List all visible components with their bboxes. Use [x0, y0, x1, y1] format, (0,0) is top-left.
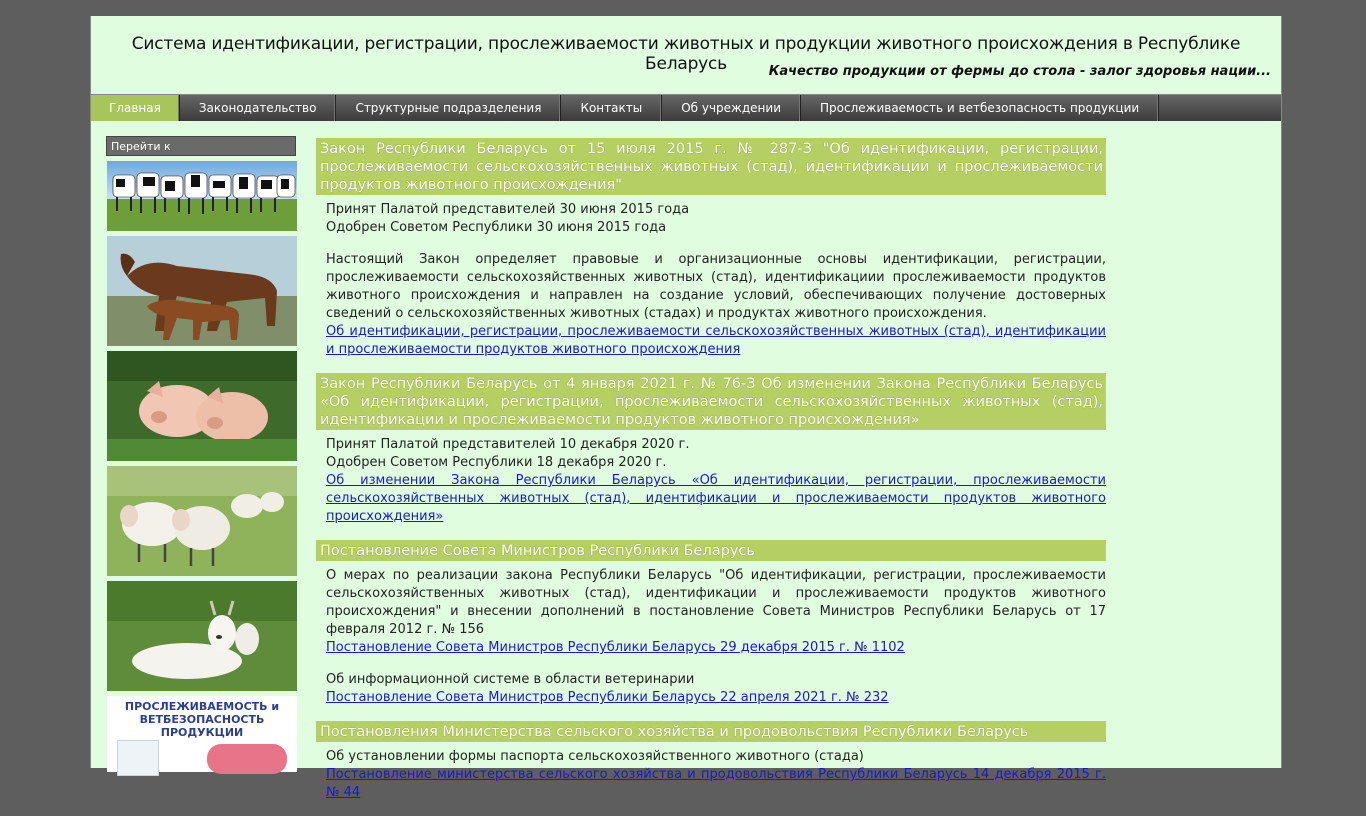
law-2021-link[interactable]: Об изменении Закона Республики Беларусь «Об идентификации, регистрации, прослеживаемости сельскохозяйственных животных (стад), идентификации и прослеживаемости продуктов животного происхождения»: [326, 473, 1106, 524]
pigs-image[interactable]: [107, 351, 297, 461]
adopted-line: Принят Палатой представителей 30 июня 2015 года: [326, 202, 690, 217]
nav-item-divisions[interactable]: Структурные подразделения: [336, 95, 561, 121]
banner-line-2: ВЕТБЕЗОПАСНОСТЬ ПРОДУКЦИИ: [139, 713, 265, 739]
law-description: Настоящий Закон определяет правовые и организационные основы идентификации, регистрации, прослеживаемости сельскохозяйственных животных (стад), идентификациии прослеживаемости продуктов животного происхождения и направлен на создание условий, обеспечивающих получение достоверных сведений о сельскохозяйственных животных (стадах) и продуктах животного происхождения.: [326, 252, 1106, 321]
law-2015-link[interactable]: Об идентификации, регистрации, прослеживаемости сельскохозяйственных животных (стад), идентификации и прослеживаемости продуктов животного происхождения: [326, 324, 1106, 357]
nav-item-traceability[interactable]: Прослеживаемость и ветбезопасность продукции: [801, 95, 1159, 121]
section-heading-law-2021: Закон Республики Беларусь от 4 января 2021 г. № 76-З Об изменении Закона Республики Беларусь «Об идентификации, регистрации, прослеживаемости сельскохозяйственных животных (стад), идентификации и прослеживаемости продуктов животного происхождения»: [316, 373, 1106, 430]
nav-item-legislation[interactable]: Законодательство: [180, 95, 337, 121]
main-content: [316, 138, 1106, 816]
ministry-2015-link[interactable]: Постановление министерства сельского хозяйства и продовольствия Республики Беларусь 14 декабря 2015 г. № 44: [326, 767, 1106, 800]
nav-item-contacts[interactable]: Контакты: [561, 95, 662, 121]
section-body-law-2021: [316, 430, 1106, 540]
nav-item-home[interactable]: Главная: [91, 95, 180, 121]
banner-line-1: ПРОСЛЕЖИВАЕМОСТЬ и: [124, 700, 280, 713]
site-title: Система идентификации, регистрации, прослеживаемости животных и продукции животного происхождения в Республике Беларусь: [131, 34, 1241, 74]
site-slogan: Качество продукции от фермы до стола - залог здоровья нации...: [768, 64, 1271, 79]
goats-image[interactable]: [107, 581, 297, 691]
horses-image[interactable]: [107, 236, 297, 346]
main-nav: [91, 94, 1281, 121]
section-body-ministry: [316, 742, 1106, 816]
section-heading-law-2015: Закон Республики Беларусь от 15 июля 2015 г. № 287-З "Об идентификации, регистрации, прослеживаемости сельскохозяйственных животных (стад), идентификации и прослеживаемости продуктов животного происхождения": [316, 138, 1106, 195]
nav-item-about[interactable]: Об учреждении: [662, 95, 801, 121]
goto-dropdown[interactable]: Перейти к: [106, 136, 296, 156]
council-2021-link[interactable]: Постановление Совета Министров Республики Беларусь 22 апреля 2021 г. № 232: [326, 690, 889, 705]
approved-line: Одобрен Советом Республики 30 июня 2015 года: [326, 220, 667, 235]
banner-meat-graphic: [207, 744, 287, 774]
adopted-line: Принят Палатой представителей 10 декабря 2020 г.: [326, 437, 690, 452]
section-body-law-2015: [316, 195, 1106, 373]
sidebar: [104, 136, 297, 772]
approved-line: Одобрен Советом Республики 18 декабря 2020 г.: [326, 455, 667, 470]
section-heading-council: Постановление Совета Министров Республики Беларусь: [316, 540, 1106, 561]
sheep-image[interactable]: [107, 466, 297, 576]
vet-info-description: Об информационной системе в области ветеринарии: [326, 672, 695, 687]
page-container: [90, 16, 1282, 800]
section-body-council: [316, 561, 1106, 721]
traceability-banner[interactable]: [107, 696, 297, 772]
site-header: [91, 16, 1281, 94]
cows-image[interactable]: [107, 161, 297, 231]
ministry-description: Об установлении формы паспорта сельскохозяйственного животного (стада): [326, 749, 864, 764]
section-heading-ministry: Постановления Министерства сельского хозяйства и продовольствия Республики Беларусь: [316, 721, 1106, 742]
council-2015-link[interactable]: Постановление Совета Министров Республики Беларусь 29 декабря 2015 г. № 1102: [326, 640, 905, 655]
banner-milk-graphic: [117, 740, 159, 776]
council-description: О мерах по реализации закона Республики Беларусь "Об идентификации, регистрации, прослеживаемости сельскохозяйственных животных (стад), идентификации и прослеживаемости продуктов животного происхождения" и внесении дополнений в постановление Совета Министров Республики Беларусь от 17 февраля 2012 г. № 156: [326, 568, 1106, 637]
